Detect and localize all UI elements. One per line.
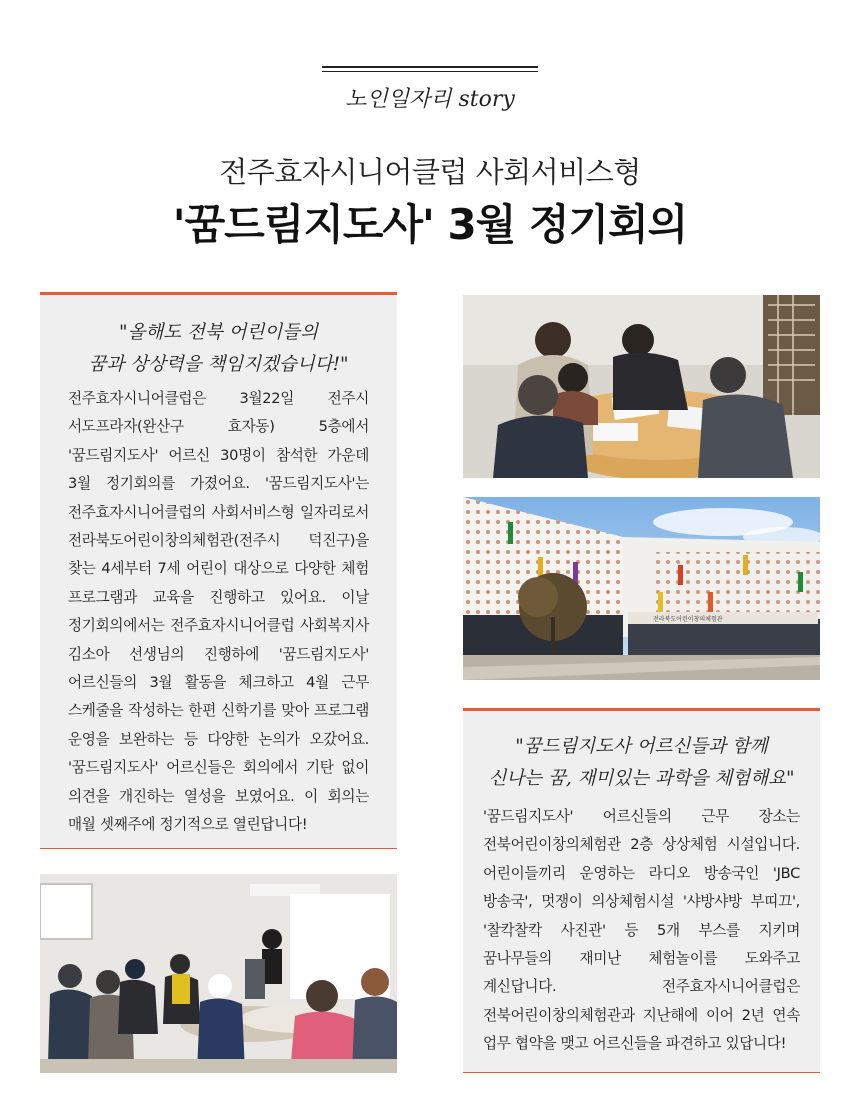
- article-box-left: [40, 292, 397, 849]
- article-box-right: [463, 708, 820, 1073]
- header-rule-bottom: [322, 71, 538, 72]
- pull-quote-right-line1: "꿈드림지도사 어르신들과 함께: [515, 736, 768, 757]
- pull-quote-right: [463, 731, 820, 795]
- section-label: 노인일자리 story: [345, 87, 515, 112]
- article-body-right: '꿈드림지도사' 어르신들의 근무 장소는 전북어린이창의체험관 2층 상상체험 시설입니다. 어린이들끼리 운영하는 라디오 방송국인 'JBC 방송국', 멋쟁이 의상체험시설 '샤방샤방 부띠끄', '찰칵찰칵 사진관' 등 5개 부스를 지키며 꿈나무들의 재미난 체험놀이를 도와주고 계신답니다. 전주효자시니어클럽은 전북어린이창의체험관과 지난해에 이어 2년 연속 업무 협약을 맺고 어르신들을 파견하고 있답니다!: [483, 808, 800, 1053]
- pull-quote-left-line2: 꿈과 상상력을 책임지겠습니다!": [88, 354, 349, 375]
- pull-quote-left-line1: "올해도 전북 어린이들의: [119, 322, 318, 343]
- meeting-photo: [463, 295, 820, 478]
- pull-quote-left: [40, 317, 397, 381]
- article-body-left: 전주효자시니어클럽은 3월22일 전주시 서도프라자(완산구 효자동) 5층에서 '꿈드림지도사' 어르신 30명이 참석한 가운데 3월 정기회의를 가졌어요. '꿈드림지도사'는 전주효자시니어클럽의 사회서비스형 일자리로서 전라북도어린이창의체험관(전주시 덕진구)을 찾는 4세부터 7세 어린이 대상으로 다양한 체험 프로그램과 교육을 진행하고 있어요. 이날 정기회의에서는 전주효자시니어클럽 사회복지사 김소아 선생님의 진행하에 '꿈드림지도사' 어르신들의 3월 활동을 체크하고 4월 근무 스케줄을 작성하는 한편 신학기를 맞아 프로그램 운영을 보완하는 등 다양한 논의가 오갔어요. '꿈드림지도사' 어르신들은 회의에서 기탄 없이 의견을 개진하는 열성을 보였어요. 이 회의는 매월 셋째주에 정기적으로 열린답니다!: [68, 390, 369, 834]
- building-sign: 전라북도어린이창의체험관: [653, 616, 723, 623]
- pull-quote-right-line2: 신나는 꿈, 재미있는 과학을 체험해요": [488, 768, 795, 789]
- building-photo: [463, 497, 820, 680]
- header-rule-top: [322, 66, 538, 68]
- article-subtitle: 전주효자시니어클럽 사회서비스형: [219, 155, 641, 189]
- session-photo: [40, 874, 397, 1073]
- article-title: '꿈드림지도사' 3월 정기회의: [172, 200, 688, 249]
